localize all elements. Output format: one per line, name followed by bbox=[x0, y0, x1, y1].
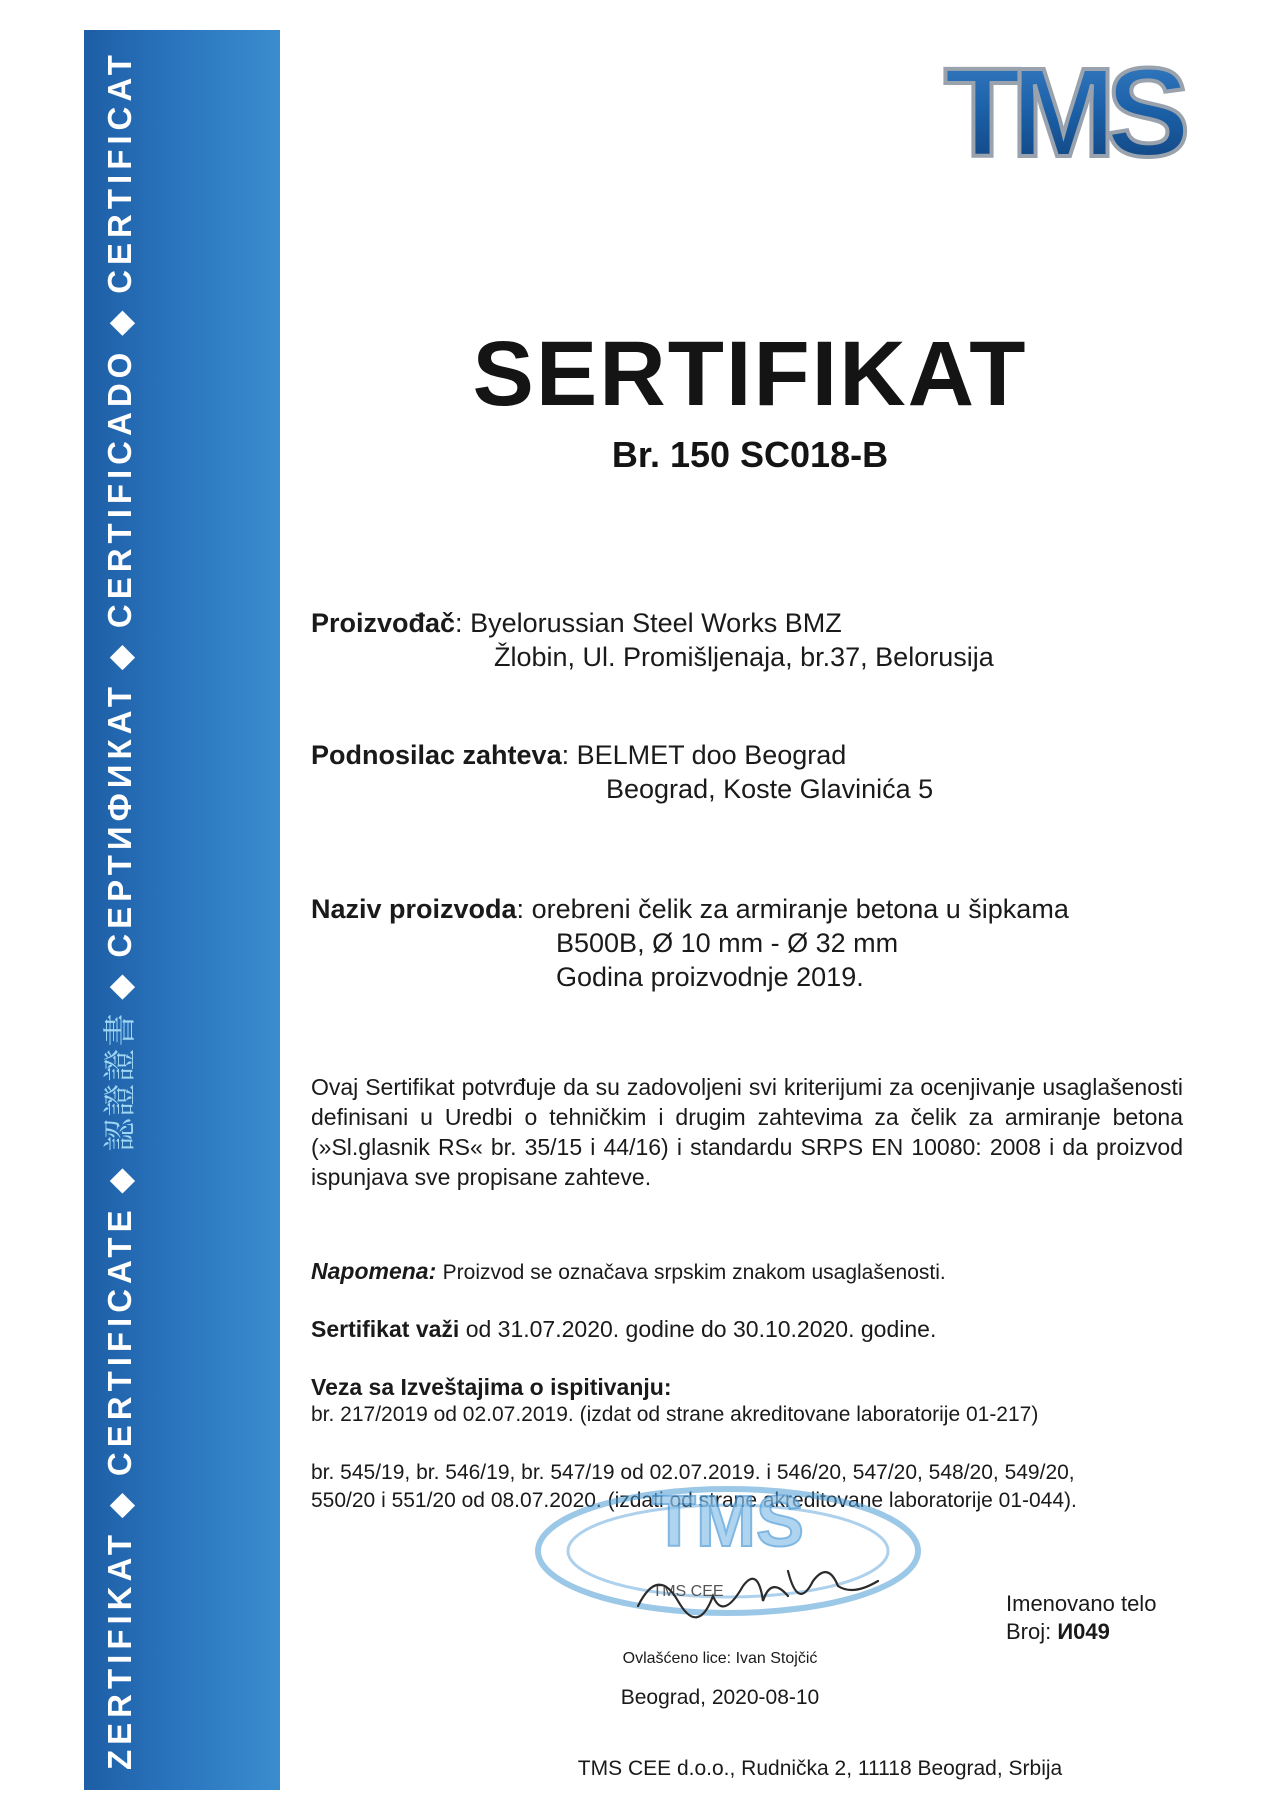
notified-body bbox=[1006, 1590, 1156, 1646]
applicant-line-2: Beograd, Koste Glavinića 5 bbox=[606, 774, 934, 804]
diamond-icon: ◆ bbox=[101, 1487, 138, 1519]
notified-body-number: И049 bbox=[1057, 1619, 1110, 1644]
manufacturer-line-1: Byelorussian Steel Works BMZ bbox=[470, 608, 842, 638]
manufacturer-line-2: Žlobin, Ul. Promišljenaja, br.37, Belorusija bbox=[494, 642, 994, 672]
diamond-icon: ◆ bbox=[101, 969, 138, 1000]
applicant-line-1: BELMET doo Beograd bbox=[576, 740, 847, 770]
validity-line bbox=[311, 1314, 936, 1344]
side-label-chinese: 認證證書 bbox=[101, 1011, 138, 1152]
reports-line-2: br. 545/19, br. 546/19, br. 547/19 od 02.07.2019. i 546/20, 547/20, 548/20, 549/20, bbox=[311, 1461, 1075, 1484]
notified-body-number-line: Broj: И049 bbox=[1006, 1619, 1110, 1644]
footer-address: TMS CEE d.o.o., Rudnička 2, 11118 Beograd, Srbija bbox=[577, 1757, 1063, 1780]
signatory-name: Ovlašćeno lice: Ivan Stojčić bbox=[622, 1650, 818, 1667]
diamond-icon: ◆ bbox=[101, 305, 138, 336]
reports-label: Veza sa Izveštajima o ispitivanju: bbox=[311, 1374, 672, 1400]
stamp-text: TMS CEE bbox=[652, 1583, 724, 1600]
product-line-2: B500B, Ø 10 mm - Ø 32 mm bbox=[556, 928, 899, 958]
validity-label: Sertifikat važi bbox=[311, 1316, 460, 1342]
tms-logo bbox=[912, 48, 1212, 178]
diamond-icon: ◆ bbox=[101, 639, 138, 671]
product-field: Naziv proizvoda: orebreni čelik za armiranje betona u šipkama bbox=[311, 894, 1069, 924]
place-date: Beograd, 2020-08-10 bbox=[620, 1686, 820, 1709]
validity-text: od 31.07.2020. godine do 30.10.2020. godine. bbox=[465, 1316, 937, 1342]
side-label-cyrillic: СЕРТИФИКАТ bbox=[101, 682, 138, 958]
product-label: Naziv proizvoda bbox=[311, 894, 517, 924]
certificate-title: SERTIFIKAT bbox=[472, 323, 1028, 425]
side-label-certificate: CERTIFICATE bbox=[101, 1205, 138, 1477]
product-line-1: orebreni čelik za armiranje betona u šipkama bbox=[531, 894, 1069, 924]
applicant-label: Podnosilac zahteva bbox=[311, 740, 562, 770]
side-label-zertifikat: ZERTIFIKAT bbox=[101, 1529, 138, 1770]
certificate-number: Br. 150 SC018-B bbox=[611, 434, 889, 475]
note-text: Proizvod se označava srpskim znakom usaglašenosti. bbox=[442, 1261, 946, 1284]
manufacturer-field: Proizvođač: Byelorussian Steel Works BMZ bbox=[311, 608, 842, 638]
diamond-icon: ◆ bbox=[101, 1163, 138, 1194]
reports-line-1: br. 217/2019 od 02.07.2019. (izdat od strane akreditovane laboratorije 01-217) bbox=[311, 1403, 1039, 1426]
note-line: Napomena: Proizvod se označava srpskim znakom usaglašenosti. bbox=[311, 1258, 946, 1284]
side-label-certificat: CERTIFICAT bbox=[101, 50, 138, 294]
manufacturer-label: Proizvođač bbox=[311, 608, 456, 638]
product-line-3: Godina proizvodnje 2019. bbox=[556, 962, 864, 992]
applicant-field: Podnosilac zahteva: BELMET doo Beograd bbox=[311, 740, 847, 770]
stamp-logo-text: TMS bbox=[652, 1482, 804, 1562]
note-label: Napomena bbox=[311, 1258, 429, 1284]
certificate-statement: Ovaj Sertifikat potvrđuje da su zadovoljeni svi kriterijumi za ocenjivanje usaglašenosti definisani u Uredbi o tehničkim i drugim zahtevima za čelik za armiranje betona (»Sl.glasnik RS« br. 35/15 i 44/16) i standardu SRPS EN 10080: 2008 i da proizvod ispunjava sve propisane zahteve. bbox=[311, 1074, 1183, 1190]
side-label-certificado: CERTIFICADO bbox=[101, 347, 138, 629]
reports-line-3: 550/20 i 551/20 od 08.07.2020. (izdati od strane akreditovane laboratorije 01-044). bbox=[311, 1489, 1077, 1512]
side-band-text bbox=[90, 50, 150, 1770]
logo-text: TMS bbox=[944, 48, 1180, 178]
official-stamp bbox=[528, 1476, 928, 1646]
notified-body-label: Imenovano telo bbox=[1006, 1591, 1157, 1616]
